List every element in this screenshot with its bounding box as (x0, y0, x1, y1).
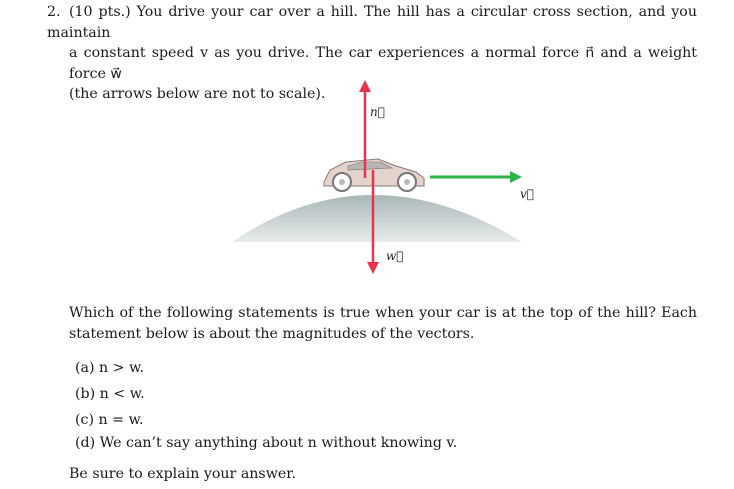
question-line-1: Which of the following statements is true when your car is at the top of the hill? Each (69, 305, 697, 321)
velocity-arrow (430, 171, 522, 183)
option-c: (c) n = w. (75, 412, 144, 428)
label-v: v⃗ (520, 187, 534, 201)
hill-shape (232, 195, 522, 242)
option-d: (d) We can’t say anything about n without knowing v. (75, 435, 458, 451)
question-line-2: statement below is about the magnitudes of the vectors. (69, 325, 475, 342)
problem-line-1: (10 pts.) You drive your car over a hill. The hill has a circular cross section, and you maintain (47, 4, 697, 41)
label-n: n⃗ (370, 105, 385, 119)
problem-number: 2. (47, 4, 61, 20)
problem-line-2: a constant speed v as you drive. The car experiences a normal force n⃗ and a weight force w⃗ (69, 45, 697, 82)
label-w: w⃗ (386, 249, 404, 263)
question-text (69, 303, 697, 344)
problem-line-3: (the arrows below are not to scale). (69, 86, 326, 102)
closing-instruction: Be sure to explain your answer. (69, 466, 296, 482)
option-a: (a) n > w. (75, 360, 145, 376)
hill-car-figure (220, 78, 534, 278)
option-b: (b) n < w. (75, 386, 145, 402)
